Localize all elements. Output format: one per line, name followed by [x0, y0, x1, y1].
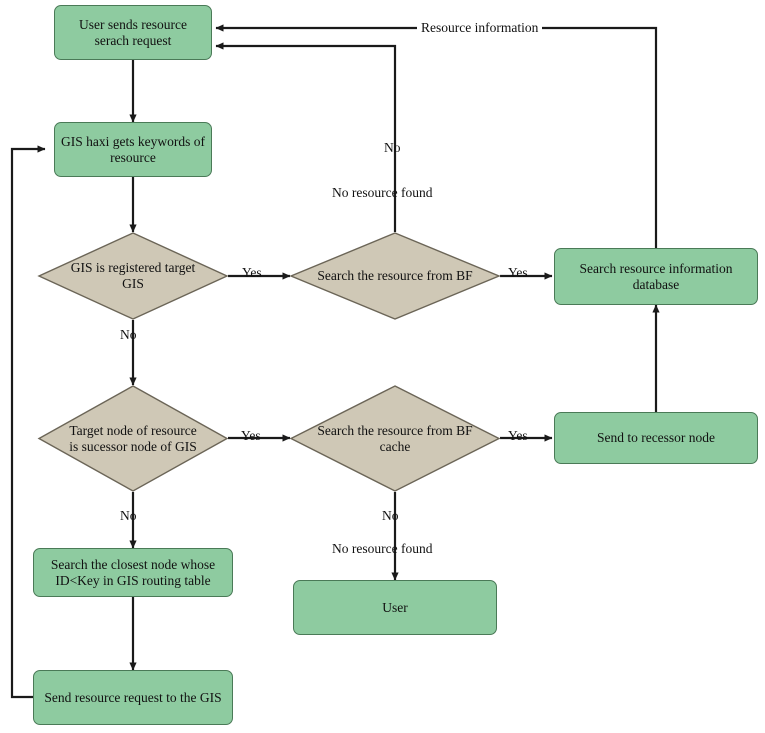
node-search-bf-cache-label: Search the resource from BF cache: [317, 422, 473, 454]
node-gis-haxi[interactable]: [54, 122, 212, 177]
edge-label-no-cache: No: [382, 508, 399, 523]
node-send-recessor[interactable]: [554, 412, 758, 464]
node-user-box[interactable]: [293, 580, 497, 635]
edge-label-no-resource-found-top: No resource found: [332, 185, 433, 200]
edge-label-no-top: No: [384, 140, 401, 155]
node-user-request[interactable]: [54, 5, 212, 60]
node-search-bf-label: Search the resource from BF: [317, 268, 473, 284]
edge-label-no-target: No: [120, 508, 137, 523]
node-target-node-label: Target node of resource is sucessor node of GIS: [69, 422, 197, 454]
node-send-recessor-label: Send to recessor node: [596, 430, 716, 446]
node-closest-node-label: Search the closest node whose ID<Key in GIS routing table: [50, 556, 216, 588]
edge-label-yes-cache: Yes: [508, 428, 528, 443]
node-search-bf-cache[interactable]: [290, 385, 500, 492]
node-search-bf[interactable]: [290, 232, 500, 320]
node-user-request-label: User sends resource serach request: [79, 16, 187, 48]
node-user-box-label: User: [382, 599, 408, 615]
node-gis-haxi-label: GIS haxi gets keywords of resource: [61, 133, 205, 165]
edge-label-yes-registered: Yes: [242, 265, 262, 280]
node-target-node[interactable]: [38, 385, 228, 492]
node-send-request-gis-label: Send resource request to the GIS: [44, 689, 222, 705]
edge-label-yes-target: Yes: [241, 428, 261, 443]
edge-label-no-registered: No: [120, 327, 137, 342]
node-send-request-gis[interactable]: [33, 670, 233, 725]
node-search-db[interactable]: [554, 248, 758, 305]
edge-label-no-resource-found-bottom: No resource found: [332, 541, 433, 556]
edge-label-yes-bf: Yes: [508, 265, 528, 280]
node-closest-node[interactable]: [33, 548, 233, 597]
node-search-db-label: Search resource information database: [579, 260, 733, 292]
node-gis-registered[interactable]: [38, 232, 228, 320]
edge-label-resource-information: Resource information: [417, 20, 542, 36]
node-gis-registered-label: GIS is registered target GIS: [70, 260, 196, 291]
